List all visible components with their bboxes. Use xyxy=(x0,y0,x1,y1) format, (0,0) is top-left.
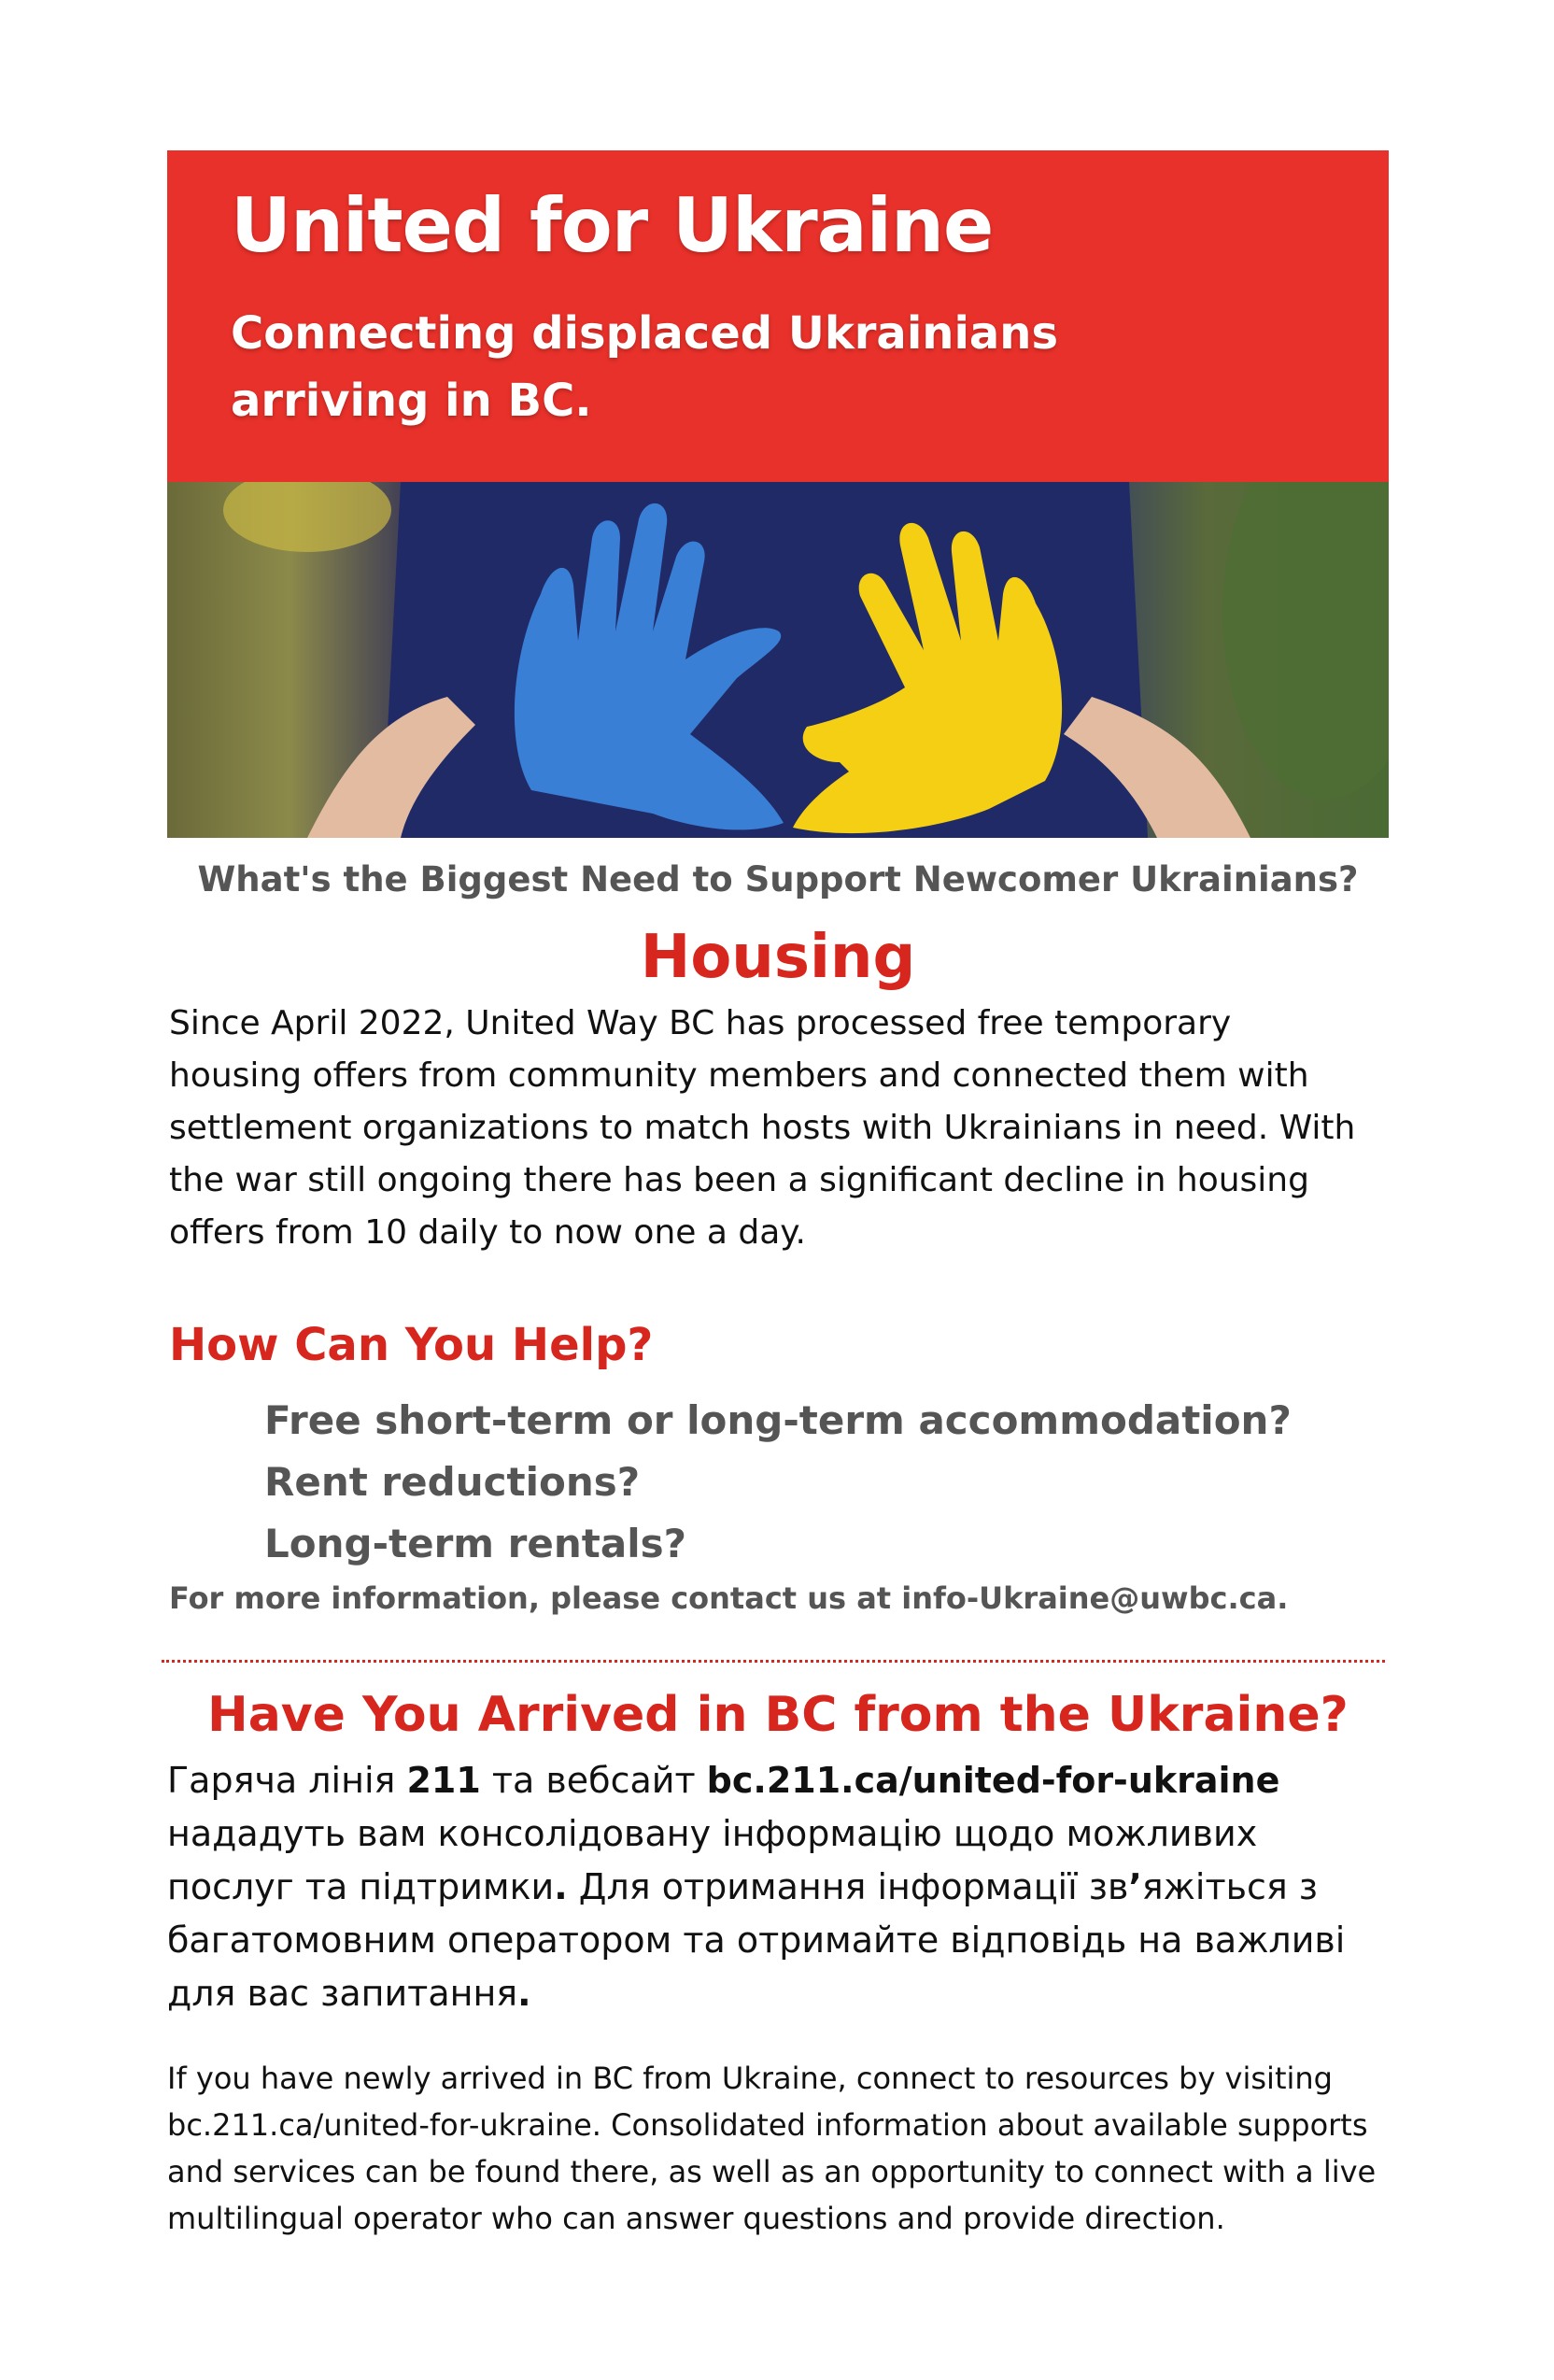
heart-hands-icon xyxy=(167,482,1389,838)
housing-paragraph: Since April 2022, United Way BC has processed free temporary housing offers from community members and connected them with settlement organizations to match hosts with Ukrainians in need. With the war still ongoing there has been a significant decline in housing offers from 10 daily to now one a day. xyxy=(169,1004,1356,1252)
ua-website: bc.211.ca/united-for-ukraine xyxy=(706,1760,1280,1801)
heart-hands-photo xyxy=(167,482,1389,838)
contact-line: For more information, please contact us at info-Ukraine@uwbc.ca. xyxy=(169,1580,1289,1616)
ua-hotline: 211 xyxy=(406,1760,481,1801)
help-item-accommodation: Free short-term or long-term accommodation? xyxy=(264,1397,1292,1443)
ua-text-4: Для отримання інформації зв xyxy=(567,1866,1129,1907)
header-banner xyxy=(167,150,1389,482)
housing-heading: Housing xyxy=(640,923,916,992)
banner-title: United for Ukraine xyxy=(231,182,994,269)
banner-subtitle xyxy=(231,300,1258,434)
need-question: What's the Biggest Need to Support Newcomer Ukrainians? xyxy=(197,859,1359,900)
help-heading: How Can You Help? xyxy=(169,1319,654,1371)
ua-text-3: нададуть вам консолідовану інформацію щодо можливих послуг та підтримки xyxy=(167,1813,1258,1907)
ua-text-2: та вебсайт xyxy=(480,1760,707,1801)
ua-text-5: яжіться з багатомовним оператором та отримайте відповідь на важливі для вас запитання xyxy=(167,1866,1346,2014)
ua-dot-2: . xyxy=(517,1973,531,2014)
ua-apostrophe: ’ xyxy=(1128,1866,1142,1907)
banner-subtitle-line-2: arriving in BC. xyxy=(231,375,592,427)
help-list xyxy=(264,1390,1292,1575)
arrived-heading: Have You Arrived in BC from the Ukraine? xyxy=(207,1687,1349,1743)
ua-dot-1: . xyxy=(554,1866,568,1907)
banner-subtitle-line-1: Connecting displaced Ukrainians xyxy=(231,307,1059,360)
help-item-rent-reductions: Rent reductions? xyxy=(264,1459,641,1505)
help-item-long-term-rentals: Long-term rentals? xyxy=(264,1521,686,1566)
background-green-blur xyxy=(1222,482,1389,800)
dotted-divider xyxy=(162,1660,1385,1663)
background-yellow-blur xyxy=(223,482,391,552)
ukrainian-paragraph xyxy=(167,1754,1391,2020)
ua-text-1: Гаряча лінія xyxy=(167,1760,407,1801)
english-paragraph: If you have newly arrived in BC from Ukraine, connect to resources by visiting bc.211.ca/united-for-ukraine. Consolidated information about available supports and services can be found there, as well as an opportunity to connect with a live multilingual operator who can answer questions and provide direction. xyxy=(167,2061,1377,2236)
